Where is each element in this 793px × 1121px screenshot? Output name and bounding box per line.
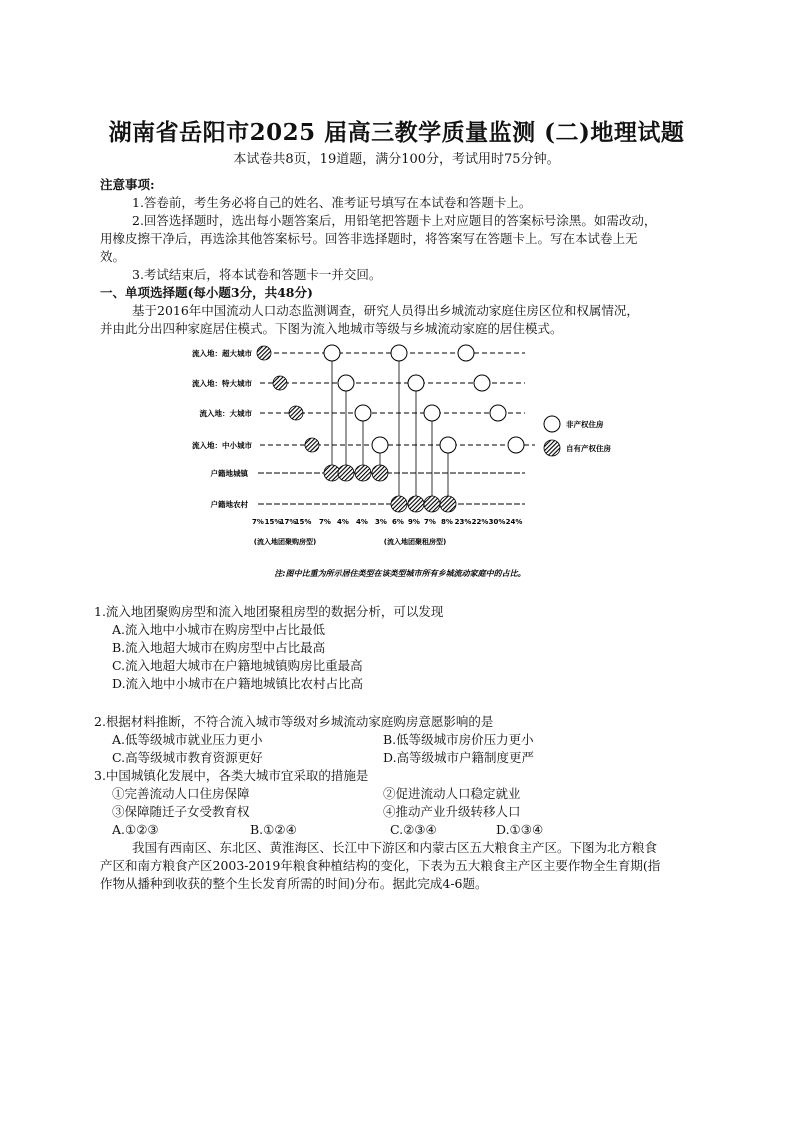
percentage-label: 30% bbox=[488, 518, 506, 526]
q2-stem: 2.根据材料推断，不符合流入城市等级对乡城流动家庭购房意愿影响的是 bbox=[94, 714, 494, 729]
rented-housing-marker bbox=[458, 345, 474, 361]
own-housing-marker bbox=[391, 496, 407, 512]
passage-2-end: 作物从播种到收获的整个生长发育所需的时间)分布。据此完成4-6题。 bbox=[100, 876, 488, 891]
row-label: 户籍地城镇 bbox=[210, 469, 248, 478]
row-label: 流入地：超大城市 bbox=[192, 349, 252, 358]
percentage-label: 7% bbox=[424, 518, 436, 526]
notice-heading: 注意事项: bbox=[100, 177, 155, 192]
percentage-label: 4% bbox=[356, 518, 368, 526]
q3-option-d: D.①③④ bbox=[496, 822, 544, 837]
page-title: 湖南省岳阳市2025 届高三教学质量监测 (二)地理试题 bbox=[108, 119, 685, 146]
q3-statement-3: ③保障随迁子女受教育权 bbox=[112, 804, 250, 819]
notice-item-2-cont: 用橡皮擦干净后，再选涂其他答案标号。回答非选择题时，将答案写在答题卡上。写在本试卷上无 bbox=[100, 231, 638, 246]
notice-item-1: 1.答卷前，考生务必将自己的姓名、准考证号填写在本试卷和答题卡上。 bbox=[132, 195, 532, 210]
row-label: 户籍地农村 bbox=[210, 500, 248, 509]
group-label-rent: (流入地团聚租房型) bbox=[383, 538, 447, 546]
passage-2-cont: 产区和南方粮食产区2003-2019年粮食种植结构的变化，下表为五大粮食主产区主要作物全生育期(指 bbox=[100, 858, 661, 873]
percentage-label: 15% bbox=[294, 518, 312, 526]
notice-item-2: 2.回答选择题时，选出每小题答案后，用铅笔把答题卡上对应题目的答案标号涂黑。如需改动， bbox=[132, 213, 657, 228]
own-housing-marker bbox=[440, 496, 456, 512]
notice-item-3: 3.考试结束后，将本试卷和答题卡一并交回。 bbox=[132, 267, 382, 282]
percentage-label: 9% bbox=[408, 518, 420, 526]
q1-option-d: D.流入地中小城市在户籍地城镇比农村占比高 bbox=[112, 676, 364, 691]
q1-stem: 1.流入地团聚购房型和流入地团聚租房型的数据分析，可以发现 bbox=[94, 604, 444, 619]
percentage-label: 17% bbox=[279, 518, 297, 526]
q2-option-b: B.低等级城市房价压力更小 bbox=[383, 732, 534, 747]
q3-option-a: A.①②③ bbox=[112, 822, 159, 837]
row-label: 流入地：大城市 bbox=[199, 409, 252, 418]
rented-housing-marker bbox=[408, 375, 424, 391]
legend-owned-label: 自有产权住房 bbox=[566, 444, 611, 453]
section-heading: 一、单项选择题(每小题3分，共48分) bbox=[100, 285, 313, 300]
own-housing-marker bbox=[289, 406, 303, 420]
q3-statement-4: ④推动产业升级转移人口 bbox=[383, 804, 521, 819]
rented-housing-marker bbox=[355, 405, 371, 421]
row-label: 流入地：中小城市 bbox=[192, 441, 252, 450]
legend-rented-label: 非产权住房 bbox=[566, 420, 604, 429]
q3-stem: 3.中国城镇化发展中，各类大城市宜采取的措施是 bbox=[94, 768, 369, 783]
diagram-note: 注:图中比重为所示居住类型在该类型城市所有乡城流动家庭中的占比。 bbox=[274, 569, 526, 578]
percentage-label: 6% bbox=[392, 518, 404, 526]
rented-housing-marker bbox=[324, 345, 340, 361]
q2-option-d: D.高等级城市户籍制度更严 bbox=[383, 750, 535, 765]
percentage-label: 24% bbox=[505, 518, 523, 526]
rented-housing-marker bbox=[391, 345, 407, 361]
page-subtitle: 本试卷共8页，19道题，满分100分，考试用时75分钟。 bbox=[233, 152, 560, 167]
rented-housing-marker bbox=[440, 437, 456, 453]
q3-statement-1: ①完善流动人口住房保障 bbox=[112, 786, 250, 801]
own-housing-marker bbox=[338, 465, 354, 481]
intro-text-cont: 并由此分出四种家庭居住模式。下图为流入地城市等级与乡城流动家庭的居住模式。 bbox=[100, 321, 563, 336]
rented-housing-marker bbox=[508, 437, 524, 453]
own-housing-marker bbox=[372, 465, 388, 481]
residence-pattern-diagram bbox=[160, 338, 640, 588]
q3-statement-2: ②促进流动人口稳定就业 bbox=[383, 786, 521, 801]
intro-text: 基于2016年中国流动人口动态监测调查，研究人员得出乡城流动家庭住房区位和权属情况， bbox=[132, 303, 639, 318]
group-label-buy: (流入地团聚购房型) bbox=[253, 538, 317, 546]
q2-option-c: C.高等级城市教育资源更好 bbox=[112, 750, 263, 765]
percentage-label: 22% bbox=[471, 518, 489, 526]
passage-2: 我国有西南区、东北区、黄淮海区、长江中下游区和内蒙古区五大粮食主产区。下图为北方粮食 bbox=[132, 840, 658, 855]
percentage-label: 7% bbox=[252, 518, 264, 526]
rented-housing-marker bbox=[338, 375, 354, 391]
percentage-label: 8% bbox=[441, 518, 453, 526]
rented-housing-marker bbox=[424, 405, 440, 421]
notice-item-2-end: 效。 bbox=[100, 249, 126, 264]
percentage-label: 3% bbox=[375, 518, 387, 526]
q1-option-b: B.流入地超大城市在购房型中占比最高 bbox=[112, 640, 326, 655]
rented-housing-marker bbox=[490, 405, 506, 421]
own-housing-marker bbox=[305, 438, 319, 452]
own-housing-marker bbox=[408, 496, 424, 512]
legend-owned-swatch bbox=[544, 440, 560, 456]
percentage-label: 15% bbox=[264, 518, 282, 526]
percentage-label: 23% bbox=[454, 518, 472, 526]
q3-option-b: B.①②④ bbox=[250, 822, 297, 837]
q1-option-c: C.流入地超大城市在户籍地城镇购房比重最高 bbox=[112, 658, 363, 673]
q1-option-a: A.流入地中小城市在购房型中占比最低 bbox=[112, 622, 326, 637]
q2-option-a: A.低等级城市就业压力更小 bbox=[112, 732, 263, 747]
own-housing-marker bbox=[355, 465, 371, 481]
own-housing-marker bbox=[424, 496, 440, 512]
rented-housing-marker bbox=[474, 375, 490, 391]
row-label: 流入地：特大城市 bbox=[192, 379, 252, 388]
own-housing-marker bbox=[273, 376, 287, 390]
percentage-label: 4% bbox=[337, 518, 349, 526]
percentage-label: 7% bbox=[319, 518, 331, 526]
rented-housing-marker bbox=[372, 437, 388, 453]
legend-rented-swatch bbox=[544, 416, 560, 432]
q3-option-c: C.②③④ bbox=[390, 822, 437, 837]
own-housing-marker bbox=[257, 346, 271, 360]
